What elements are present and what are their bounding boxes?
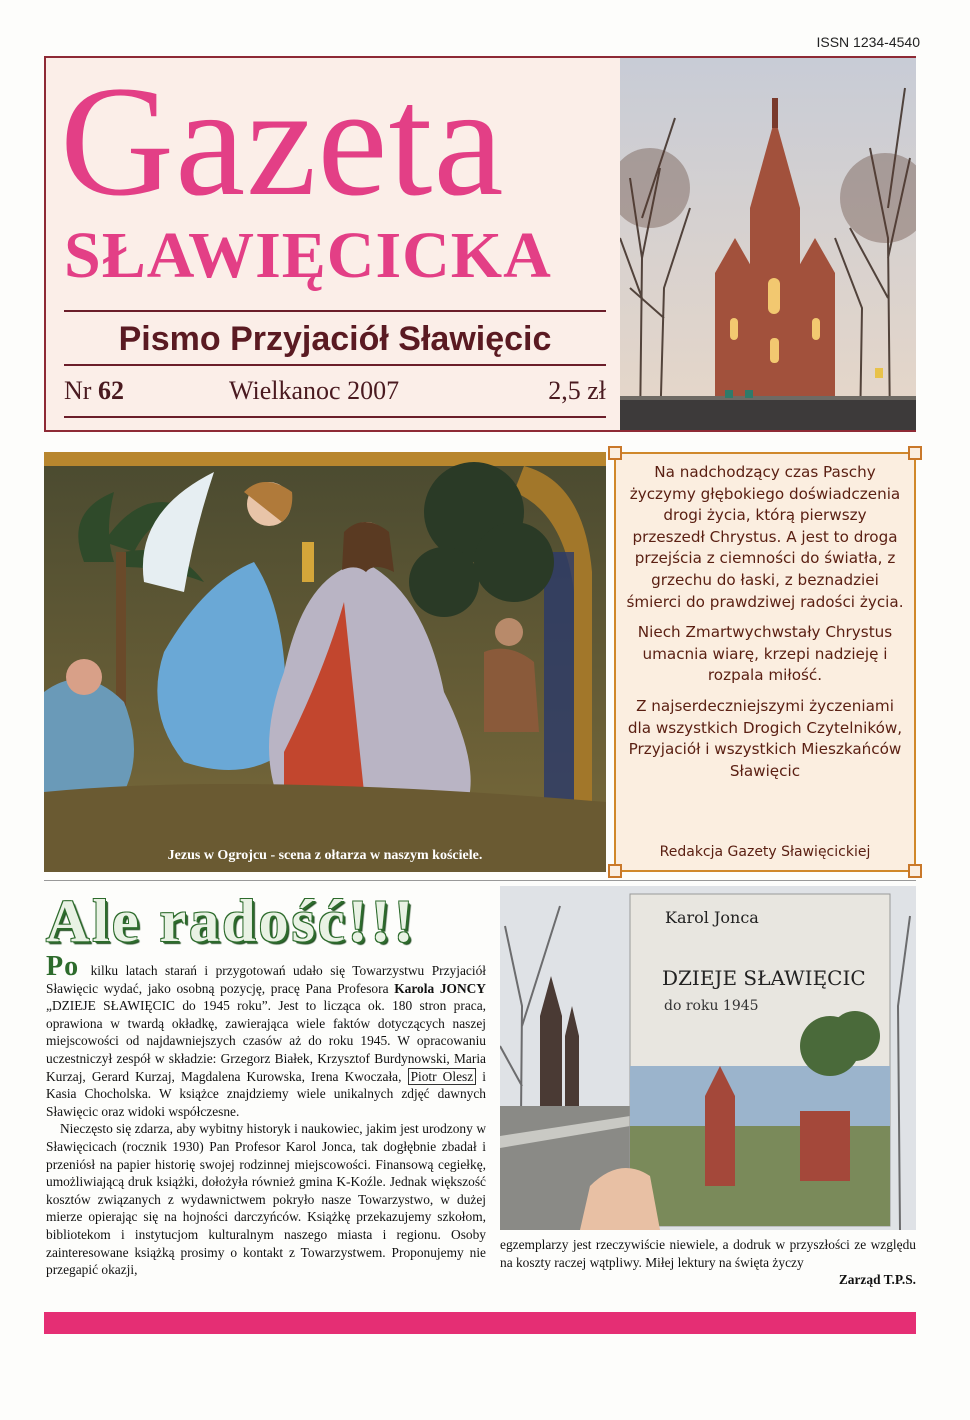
masthead-rule-top <box>64 310 606 312</box>
corner-ornament <box>608 864 622 878</box>
church-photo <box>620 58 916 430</box>
article-headline: Ale radość!!! <box>46 888 417 954</box>
issue-label: Nr <box>64 376 92 405</box>
corner-ornament <box>908 864 922 878</box>
masthead-title-block <box>46 54 618 430</box>
issue-info-row <box>64 372 606 412</box>
masthead <box>44 56 916 432</box>
greeting-signature: Redakcja Gazety Sławięcickiej <box>659 844 871 860</box>
greeting-paragraph-3: Z najserdeczniejszymi życzeniami dla wszystkich Drogich Czytelników, Przyjaciół i wszystkich Mieszkańców Sławięcic <box>627 696 903 780</box>
article-text: kilku latach starań i przygotowań udało się Towarzystwu Przyjaciół Sławięcic wydać, jako osobną pozycję, pracę Pana Profesora <box>46 963 486 996</box>
altar-illustration <box>44 452 606 872</box>
book-title: DZIEJE SŁAWIĘCIC <box>662 966 866 990</box>
article-dropcap: Po <box>46 951 80 982</box>
section-divider <box>44 880 916 881</box>
author-name: Karola JONCY <box>394 980 486 996</box>
easter-greeting-box <box>614 452 916 872</box>
article-signature: Zarząd T.P.S. <box>838 1272 916 1288</box>
greeting-paragraph-2: Niech Zmartwychwstały Chrystus umacnia wiarę, krzepi nadzieję i rozpala miłość. <box>637 623 893 685</box>
article-text: „DZIEJE SŁAWIĘCIC do 1945 roku”. Jest to licząca ok. 180 stron praca, oprawiona w twardą okładkę, zawierająca wiele faktów dotyczących naszej miejscowości od najdawniejszych czasów aż do roku 1945. W opracowaniu uczestniczył zespół w składzie: Grzegorz Białek, Krzysztof Burdynowski, Maria Kurzaj, Gerard Kurzaj, Magdalena Kurowska, Irena Kwoczała, <box>46 998 486 1084</box>
corner-ornament <box>908 446 922 460</box>
issue-number-value: 62 <box>97 376 124 405</box>
book-photo <box>500 886 916 1230</box>
newspaper-title: Gazeta <box>60 54 505 229</box>
article-body <box>46 951 487 1279</box>
corner-ornament <box>608 446 622 460</box>
masthead-rule-middle <box>64 364 606 366</box>
altar-photo <box>44 452 606 872</box>
article-continuation <box>500 1236 916 1289</box>
article-text: i Kasia Chocholska. W książce znajdziemy wiele unikalnych zdjęć dawnych Sławięcic oraz widoki współczesne. <box>46 1068 487 1119</box>
book-author: Karol Jonca <box>665 908 759 927</box>
church-illustration <box>620 58 916 430</box>
issue-price: 2,5 zł <box>548 376 606 405</box>
highlighted-name: Piotr Olesz <box>408 1068 477 1085</box>
book-subtitle: do roku 1945 <box>664 998 759 1014</box>
altar-photo-caption: Jezus w Ogrojcu - scena z ołtarza w naszym kościele. <box>167 848 483 863</box>
masthead-rule-bottom <box>64 416 606 418</box>
newspaper-title-sub: SŁAWIĘCICKA <box>64 219 552 292</box>
issue-date: Wielkanoc 2007 <box>229 376 400 405</box>
article-paragraph-1 <box>46 951 487 1120</box>
article-paragraph-3: egzemplarzy jest rzeczywiście niewiele, a dodruk w przyszłości ze względu na koszty raczej wątpliwy. Miłej lektury na święta życzy <box>500 1237 916 1270</box>
footer-bar <box>44 1312 916 1334</box>
article-paragraph-2: Nieczęsto się zdarza, aby wybitny historyk i naukowiec, jakim jest urodzony w Sławięcicach (rocznik 1930) Pan Profesor Karol Jonca, tak dogłębnie zbadał i przeniósł na papier historię swojej rodzinnej miejscowości. Finansową cegiełkę, umożliwiającą druk książki, dołożyła również gmina K-Koźle. Jednak większość kosztów związanych z wydawnictwem pokryło nasze Towarzystwo, w dużej mierze opierając się na hojności darczyńców. Książkę przekazujemy szkołom, bibliotekom i instytucjom kulturalnym naszego miasta i regionu. Osoby zainteresowane książką prosimy o kontakt z Towarzystwem. Proponujemy nie przegapić okazji, <box>46 1121 486 1278</box>
issue-number <box>64 376 124 406</box>
greeting-paragraph-1: Na nadchodzący czas Paschy życzymy głębokiego doświadczenia drogi życia, którą pierwszy przeszedł Chrystus. A jest to droga przejścia z ciemności do światła, z grzechu do łaski, z beznadziei śmierci do prawdziwej radości życia. <box>626 463 904 611</box>
newspaper-subtitle: Pismo Przyjaciół Sławięcic <box>118 320 552 358</box>
issn-number: ISSN 1234-4540 <box>816 34 920 50</box>
greeting-text <box>626 462 904 791</box>
book-illustration <box>500 886 916 1230</box>
